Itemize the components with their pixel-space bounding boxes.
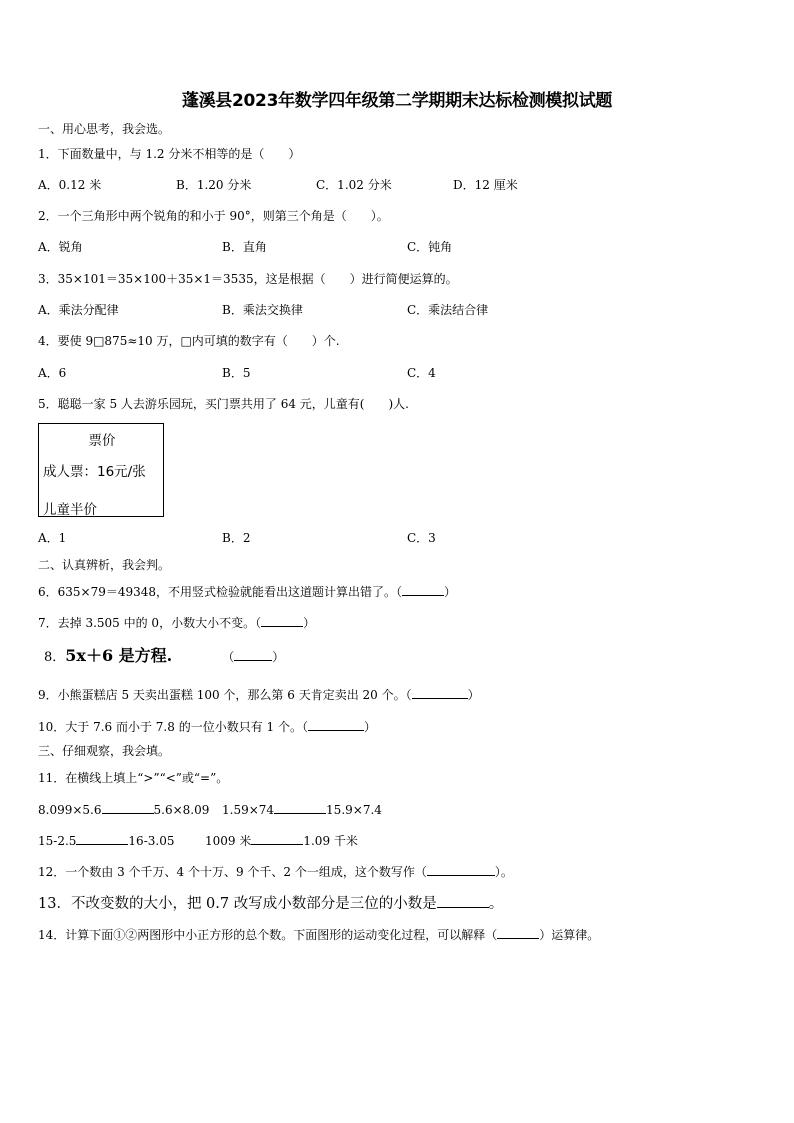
question-8-number: 8． <box>44 650 66 665</box>
question-9-text: 9．小熊蛋糕店 5 天卖出蛋糕 100 个，那么第 6 天肯定卖出 20 个。（ <box>38 688 412 702</box>
question-12-text: 12．一个数由 3 个千万、4 个十万、9 个千、2 个一组成，这个数写作（ <box>38 865 427 879</box>
q11-r1b-blank[interactable] <box>274 801 326 814</box>
q11-r1a-left-expr: 8.099×5.6 <box>38 803 102 817</box>
question-1: 1．下面数量中，与 1.2 分米不相等的是（ ） <box>38 147 301 161</box>
q4-option-b[interactable]: B．5 <box>222 366 251 380</box>
q7-answer-blank[interactable] <box>261 614 303 627</box>
question-14 <box>38 926 599 943</box>
q2-option-c[interactable]: C．钝角 <box>407 240 453 254</box>
q5-option-b[interactable]: B．2 <box>222 531 251 545</box>
child-ticket-price: 儿童半价 <box>43 502 97 518</box>
q11-r2b-blank[interactable] <box>251 832 303 845</box>
q4-option-c[interactable]: C．4 <box>407 366 436 380</box>
question-13-close: 。 <box>488 896 504 912</box>
q11-r2b-right-expr: 1.09 千米 <box>303 834 358 848</box>
q5-option-c[interactable]: C．3 <box>407 531 436 545</box>
question-7-text: 7．去掉 3.505 中的 0，小数大小不变。（ <box>38 616 262 630</box>
question-14-close: ）运算律。 <box>539 928 600 942</box>
q14-answer-blank[interactable] <box>497 926 539 939</box>
q11-r2a-blank[interactable] <box>76 832 128 845</box>
question-8-open: （ <box>222 650 235 664</box>
question-8 <box>44 648 284 666</box>
question-10-text: 10．大于 7.6 而小于 7.8 的一位小数只有 1 个。（ <box>38 720 308 734</box>
q5-option-a[interactable]: A．1 <box>38 531 67 545</box>
question-9 <box>38 686 480 703</box>
question-8-statement: 5x＋6 是方程. <box>65 646 173 665</box>
q13-answer-blank[interactable] <box>437 894 489 908</box>
q3-option-a[interactable]: A．乘法分配律 <box>38 303 119 317</box>
section-3-heading: 三、仔细观察，我会填。 <box>38 744 171 758</box>
q11-r1a-blank[interactable] <box>102 801 154 814</box>
ticket-price-box <box>38 423 164 517</box>
question-14-text: 14．计算下面①②两图形中小正方形的总个数。下面图形的运动变化过程，可以解释（ <box>38 928 498 942</box>
q11-row2-left <box>38 832 174 849</box>
section-2-heading: 二、认真辨析，我会判。 <box>38 558 171 572</box>
question-9-close: ） <box>467 688 480 702</box>
ticket-price-title: 票价 <box>88 433 116 449</box>
q12-answer-blank[interactable] <box>427 863 495 876</box>
question-7-close: ） <box>303 616 316 630</box>
q6-answer-blank[interactable] <box>402 583 444 596</box>
adult-ticket-price: 成人票：16元/张 <box>43 464 146 480</box>
question-6-close: ） <box>444 585 457 599</box>
q2-option-b[interactable]: B．直角 <box>222 240 267 254</box>
q11-r1b-left-expr: 1.59×74 <box>222 803 275 817</box>
question-7 <box>38 614 315 631</box>
question-6-text: 6．635×79＝49348，不用竖式检验就能看出这道题计算出错了。（ <box>38 585 403 599</box>
q9-answer-blank[interactable] <box>412 686 468 699</box>
q3-option-b[interactable]: B．乘法交换律 <box>222 303 303 317</box>
q11-row1-left <box>38 801 209 818</box>
question-10-close: ） <box>363 720 376 734</box>
question-3: 3．35×101＝35×100＋35×1＝3535，这是根据（ ）进行简便运算的。 <box>38 272 458 286</box>
q11-row2-right <box>205 832 358 849</box>
q1-option-a[interactable]: A．0.12 米 <box>38 178 102 192</box>
question-11: 11．在横线上填上“>”“<”或“=”。 <box>38 771 229 785</box>
question-13-text: 13．不改变数的大小，把 0.7 改写成小数部分是三位的小数是 <box>38 896 437 912</box>
q11-r1b-right-expr: 15.9×7.4 <box>326 803 382 817</box>
q4-option-a[interactable]: A．6 <box>38 366 67 380</box>
q11-r2a-right-expr: 16-3.05 <box>128 834 175 848</box>
q3-option-c[interactable]: C．乘法结合律 <box>407 303 489 317</box>
question-8-close: ） <box>272 650 285 664</box>
q11-r1a-right-expr: 5.6×8.09 <box>153 803 210 817</box>
question-13 <box>38 894 503 913</box>
question-5: 5．聪聪一家 5 人去游乐园玩，买门票共用了 64 元，儿童有( )人. <box>38 397 409 411</box>
q10-answer-blank[interactable] <box>308 718 364 731</box>
question-2: 2．一个三角形中两个锐角的和小于 90°，则第三个角是（ ）。 <box>38 209 389 223</box>
q11-r2b-left-expr: 1009 米 <box>205 834 252 848</box>
question-12 <box>38 863 513 880</box>
question-4: 4．要使 9□875≈10 万，□内可填的数字有（ ）个. <box>38 334 340 348</box>
section-1-heading: 一、用心思考，我会选。 <box>38 122 171 136</box>
q1-option-c[interactable]: C．1.02 分米 <box>316 178 392 192</box>
q11-row1-right <box>222 801 382 818</box>
question-10 <box>38 718 376 735</box>
q11-r2a-left-expr: 15-2.5 <box>38 834 77 848</box>
question-6 <box>38 583 456 600</box>
q1-option-b[interactable]: B．1.20 分米 <box>176 178 252 192</box>
page-title: 蓬溪县2023年数学四年级第二学期期末达标检测模拟试题 <box>181 91 613 111</box>
q1-option-d[interactable]: D．12 厘米 <box>453 178 518 192</box>
question-12-close: ）。 <box>494 865 513 879</box>
q8-answer-blank[interactable] <box>234 648 272 661</box>
q2-option-a[interactable]: A．锐角 <box>38 240 83 254</box>
